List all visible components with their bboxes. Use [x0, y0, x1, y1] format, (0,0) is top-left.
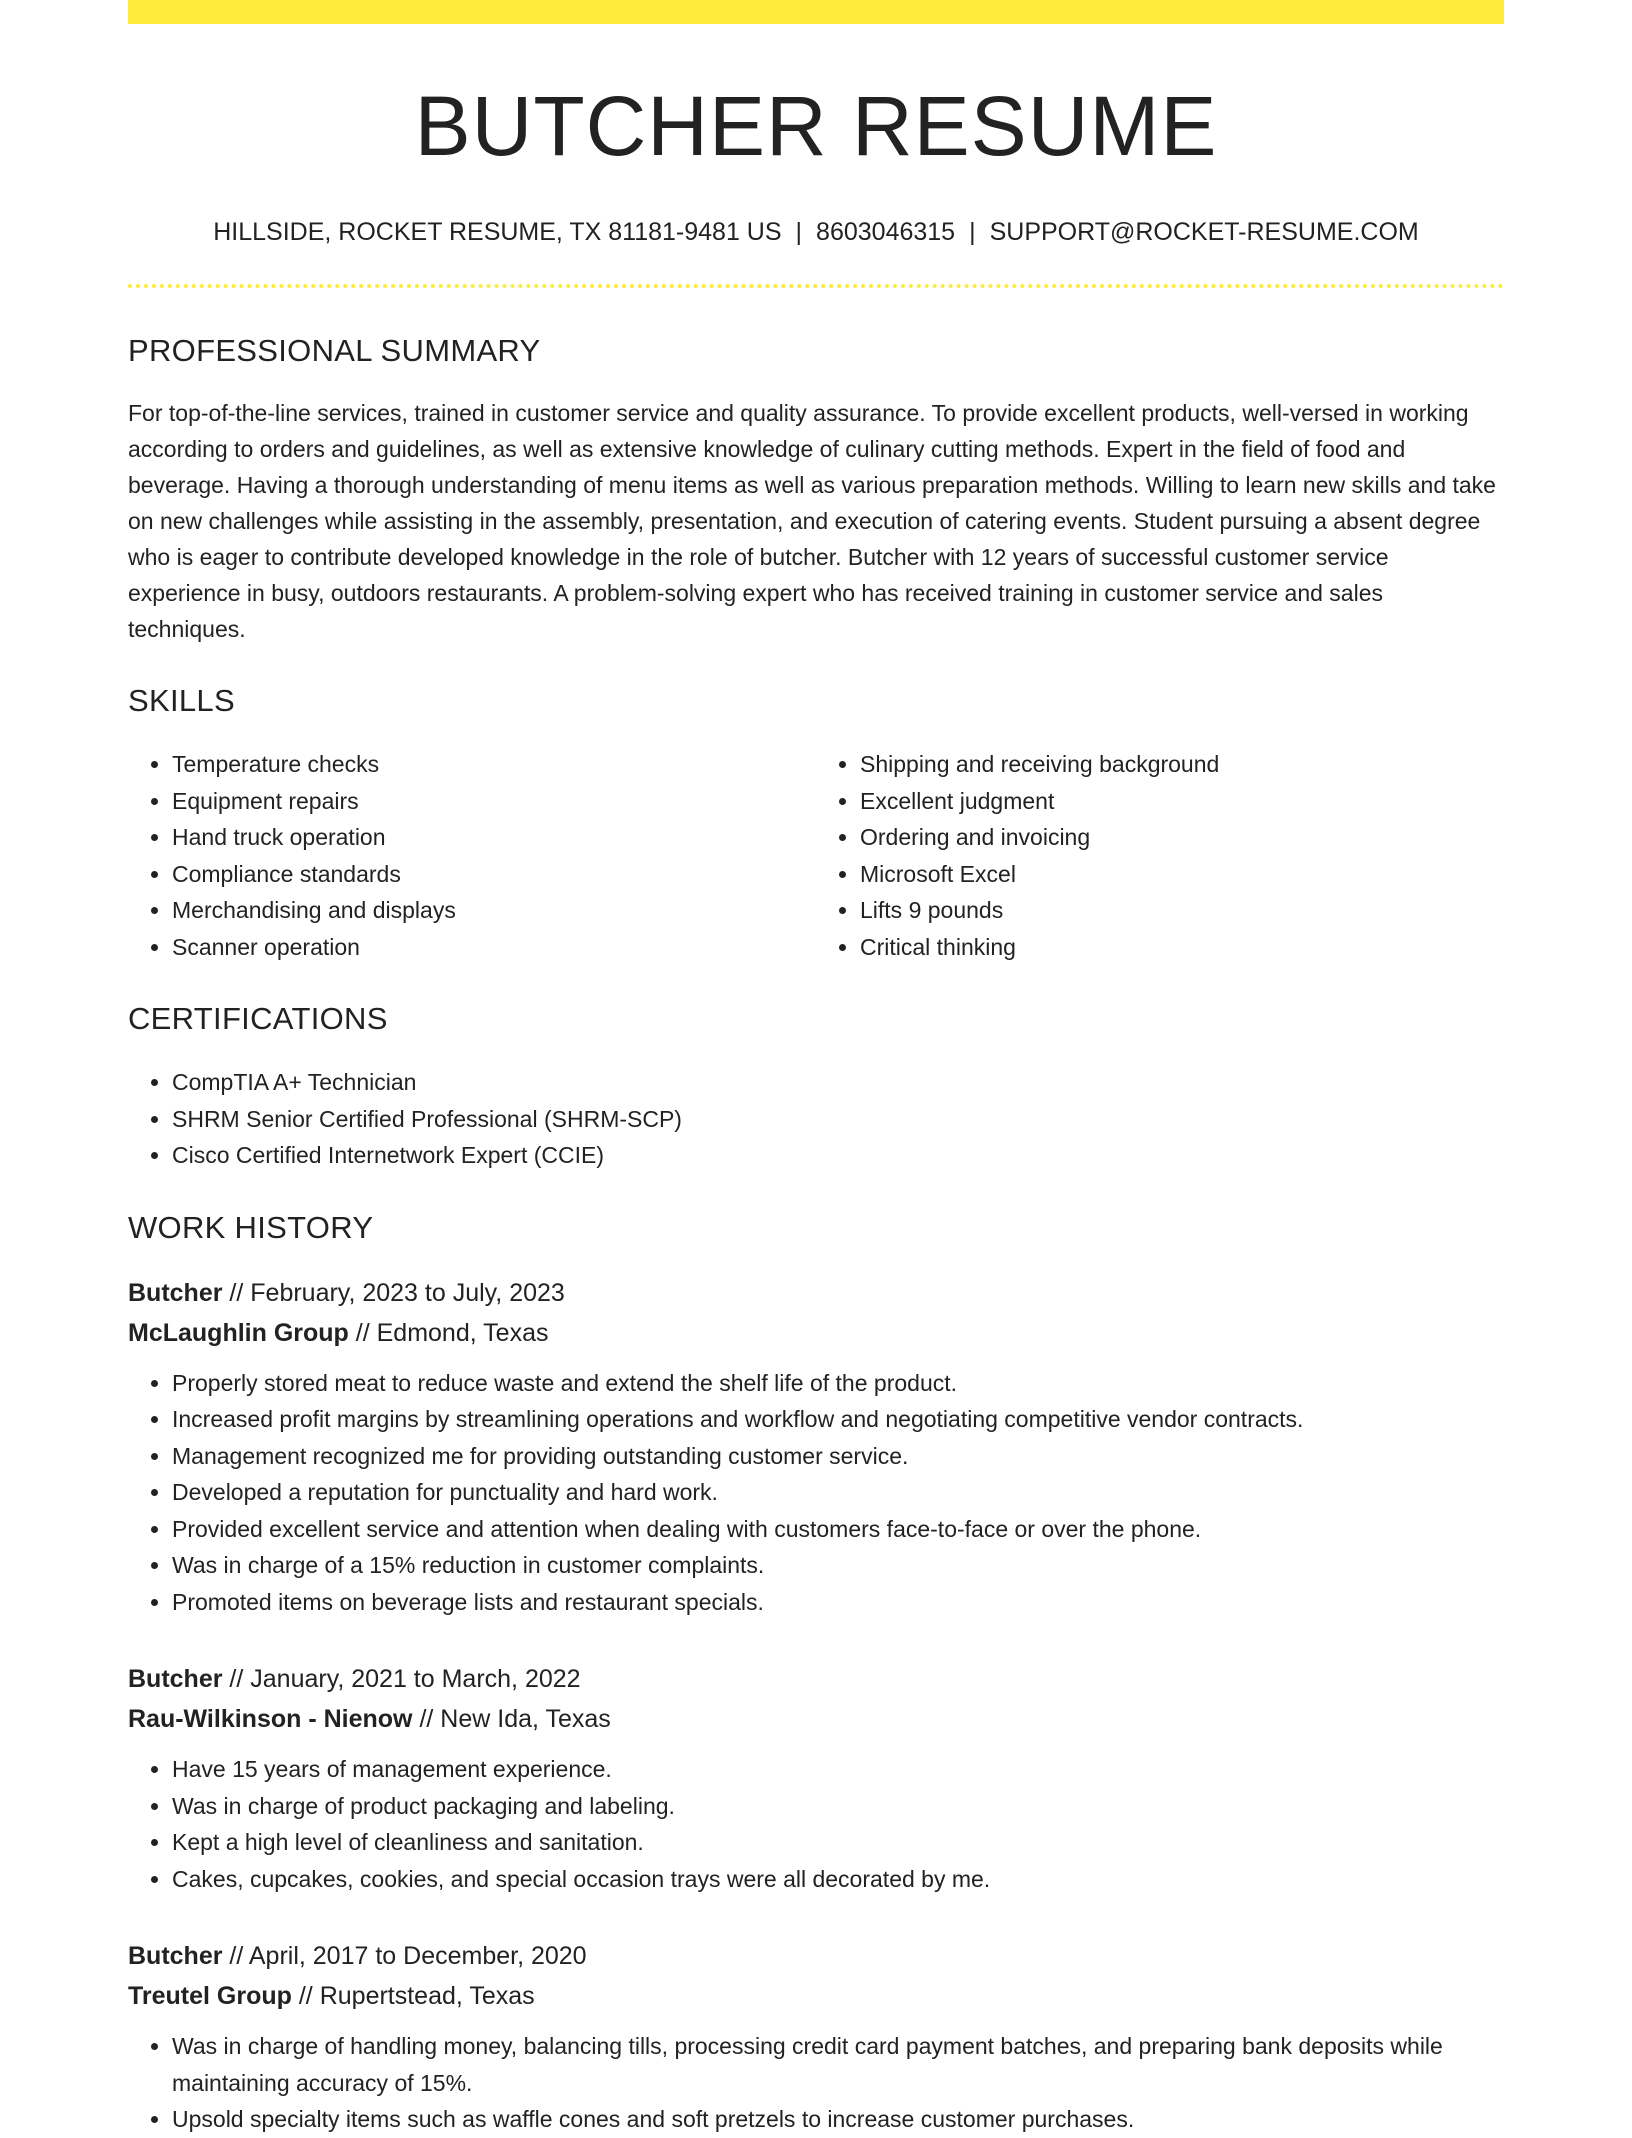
job-duty: • Cakes, cupcakes, cookies, and special occasion trays were all decorated by me.	[172, 1861, 1504, 1898]
job-divider: //	[412, 1705, 441, 1733]
job-company-line	[128, 1313, 1504, 1353]
job-duty: • Have 15 years of management experience.	[172, 1751, 1504, 1788]
job-company: McLaughlin Group	[128, 1318, 349, 1347]
skill-item: • Lifts 9 pounds	[860, 892, 1504, 929]
job-duties-list	[128, 2028, 1504, 2138]
job-entry	[128, 1659, 1504, 1897]
job-location: Edmond, Texas	[376, 1318, 549, 1347]
job-dates: April, 2017 to December, 2020	[248, 1942, 587, 1970]
skill-item: • Hand truck operation	[172, 819, 816, 856]
job-duty: • Properly stored meat to reduce waste and extend the shelf life of the product.	[172, 1365, 1504, 1402]
skills-grid	[128, 746, 1504, 965]
skills-section	[128, 685, 1504, 965]
job-duties-list	[128, 1365, 1504, 1621]
skill-item: • Equipment repairs	[172, 783, 816, 820]
job-entry	[128, 1273, 1504, 1621]
job-dates: January, 2021 to March, 2022	[250, 1665, 581, 1693]
contact-email: SUPPORT@ROCKET-RESUME.COM	[989, 218, 1419, 246]
skill-item: • Temperature checks	[172, 746, 816, 783]
certifications-heading: CERTIFICATIONS	[128, 1001, 388, 1036]
job-divider: //	[222, 1278, 251, 1307]
job-duty: • Was in charge of handling money, balancing tills, processing credit card payment batches, and preparing bank deposits while maintaining accuracy of 15%.	[172, 2028, 1504, 2101]
job-duty: • Management recognized me for providing outstanding customer service.	[172, 1438, 1504, 1475]
job-title-line	[128, 1936, 1504, 1976]
summary-heading: PROFESSIONAL SUMMARY	[128, 333, 541, 368]
resume-page	[128, 0, 1504, 2138]
job-entry	[128, 1936, 1504, 2138]
skill-item: • Ordering and invoicing	[860, 819, 1504, 856]
skill-item: • Compliance standards	[172, 856, 816, 893]
job-divider: //	[348, 1318, 377, 1347]
job-divider: //	[222, 1942, 249, 1970]
job-title: Butcher	[128, 1278, 223, 1307]
certifications-section	[128, 1003, 1504, 1174]
accent-top-bar	[128, 0, 1504, 24]
job-duty: • Upsold specialty items such as waffle cones and soft pretzels to increase customer purchases.	[172, 2101, 1504, 2138]
skill-item: • Shipping and receiving background	[860, 746, 1504, 783]
job-duty: • Promoted items on beverage lists and restaurant specials.	[172, 1584, 1504, 1621]
skills-list-right	[816, 746, 1504, 965]
job-dates: February, 2023 to July, 2023	[250, 1278, 565, 1307]
contact-separator: |	[969, 218, 976, 246]
certification-item: • Cisco Certified Internetwork Expert (CCIE)	[172, 1137, 1504, 1174]
job-duty: • Provided excellent service and attention when dealing with customers face-to-face or over the phone.	[172, 1511, 1504, 1548]
job-company-line	[128, 1699, 1504, 1739]
job-location: New Ida, Texas	[440, 1705, 611, 1733]
certification-item: • SHRM Senior Certified Professional (SHRM-SCP)	[172, 1101, 1504, 1138]
job-divider: //	[291, 1982, 320, 2010]
job-title-line	[128, 1659, 1504, 1699]
contact-phone: 8603046315	[816, 218, 956, 246]
job-duties-list	[128, 1751, 1504, 1897]
job-location: Rupertstead, Texas	[319, 1982, 535, 2010]
job-company: Treutel Group	[128, 1982, 292, 2010]
job-duty: • Was in charge of product packaging and labeling.	[172, 1788, 1504, 1825]
skills-column-right	[816, 746, 1504, 965]
summary-section	[128, 335, 1504, 647]
skill-item: • Excellent judgment	[860, 783, 1504, 820]
skill-item: • Microsoft Excel	[860, 856, 1504, 893]
job-duty: • Kept a high level of cleanliness and sanitation.	[172, 1824, 1504, 1861]
contact-separator: |	[795, 218, 803, 246]
contact-line	[128, 220, 1504, 245]
summary-text: For top-of-the-line services, trained in customer service and quality assurance. To provide excellent products, well-versed in working according to orders and guidelines, as well as extensive knowledge of culinary cutting methods. Expert in the field of food and beverage. Having a thorough understanding of menu items as well as various preparation methods. Willing to learn new skills and take on new challenges while assisting in the assembly, presentation, and execution of catering events. Student pursuing a absent degree who is eager to contribute developed knowledge in the role of butcher. Butcher with 12 years of successful customer service experience in busy, outdoors restaurants. A problem-solving expert who has received training in customer service and sales techniques.	[128, 400, 1496, 642]
skill-item: • Scanner operation	[172, 929, 816, 966]
work-history-section	[128, 1209, 1504, 2138]
job-title: Butcher	[128, 1665, 223, 1693]
contact-address: HILLSIDE, ROCKET RESUME, TX 81181-9481 US	[213, 218, 782, 246]
job-title-line	[128, 1273, 1504, 1313]
skill-item: • Critical thinking	[860, 929, 1504, 966]
certifications-list	[128, 1064, 1504, 1174]
job-company: Rau-Wilkinson - Nienow	[128, 1705, 413, 1733]
job-duty: • Developed a reputation for punctuality and hard work.	[172, 1474, 1504, 1511]
work-history-heading: WORK HISTORY	[128, 1209, 374, 1245]
job-duty: • Increased profit margins by streamlining operations and workflow and negotiating competitive vendor contracts.	[172, 1401, 1504, 1438]
job-divider: //	[222, 1665, 251, 1693]
skills-heading: SKILLS	[128, 683, 235, 718]
skills-list-left	[128, 746, 816, 965]
skills-column-left	[128, 746, 816, 965]
job-duty: • Was in charge of a 15% reduction in customer complaints.	[172, 1547, 1504, 1584]
job-company-line	[128, 1976, 1504, 2016]
job-title: Butcher	[128, 1942, 223, 1970]
skill-item: • Merchandising and displays	[172, 892, 816, 929]
certification-item: • CompTIA A+ Technician	[172, 1064, 1504, 1101]
dotted-divider	[128, 284, 1504, 288]
resume-title: BUTCHER RESUME	[414, 79, 1218, 173]
